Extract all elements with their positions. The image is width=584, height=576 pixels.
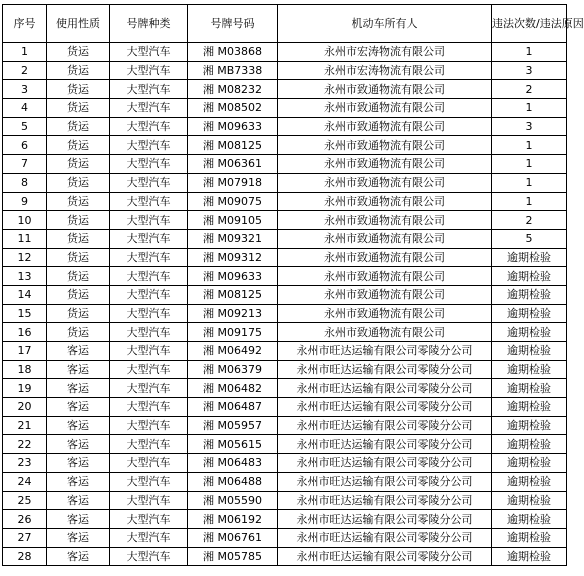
cell-usage: 客运 bbox=[47, 398, 110, 417]
cell-owner: 永州市致通物流有限公司 bbox=[278, 173, 492, 192]
cell-owner: 永州市旺达运输有限公司零陵分公司 bbox=[278, 435, 492, 454]
cell-owner: 永州市致通物流有限公司 bbox=[278, 155, 492, 174]
cell-seq: 12 bbox=[3, 248, 47, 267]
table-row bbox=[3, 285, 567, 304]
header-row bbox=[3, 5, 567, 43]
table-row bbox=[3, 229, 567, 248]
cell-violation: 1 bbox=[492, 173, 567, 192]
cell-violation: 2 bbox=[492, 211, 567, 230]
table-row bbox=[3, 398, 567, 417]
cell-violation: 逾期检验 bbox=[492, 472, 567, 491]
cell-plate-number: 湘 M09213 bbox=[188, 304, 278, 323]
cell-seq: 15 bbox=[3, 304, 47, 323]
cell-usage: 客运 bbox=[47, 416, 110, 435]
cell-owner: 永州市旺达运输有限公司零陵分公司 bbox=[278, 342, 492, 361]
table-row bbox=[3, 136, 567, 155]
header-owner: 机动车所有人 bbox=[278, 5, 492, 43]
cell-plate-number: 湘 M03868 bbox=[188, 43, 278, 62]
header-usage: 使用性质 bbox=[47, 5, 110, 43]
cell-owner: 永州市致通物流有限公司 bbox=[278, 80, 492, 99]
cell-plate-number: 湘 M06482 bbox=[188, 379, 278, 398]
table-row bbox=[3, 454, 567, 473]
cell-plate-type: 大型汽车 bbox=[110, 173, 188, 192]
cell-usage: 客运 bbox=[47, 528, 110, 547]
cell-plate-number: 湘 M06483 bbox=[188, 454, 278, 473]
table-row bbox=[3, 267, 567, 286]
cell-plate-number: 湘 M05615 bbox=[188, 435, 278, 454]
cell-usage: 货运 bbox=[47, 211, 110, 230]
cell-plate-type: 大型汽车 bbox=[110, 360, 188, 379]
cell-usage: 货运 bbox=[47, 248, 110, 267]
cell-owner: 永州市致通物流有限公司 bbox=[278, 117, 492, 136]
table-row bbox=[3, 61, 567, 80]
cell-plate-number: 湘 M09175 bbox=[188, 323, 278, 342]
cell-plate-number: 湘 M06192 bbox=[188, 510, 278, 529]
cell-plate-type: 大型汽车 bbox=[110, 229, 188, 248]
cell-plate-number: 湘 M08125 bbox=[188, 136, 278, 155]
cell-owner: 永州市致通物流有限公司 bbox=[278, 136, 492, 155]
cell-violation: 逾期检验 bbox=[492, 379, 567, 398]
cell-owner: 永州市旺达运输有限公司零陵分公司 bbox=[278, 379, 492, 398]
cell-plate-type: 大型汽车 bbox=[110, 248, 188, 267]
cell-seq: 5 bbox=[3, 117, 47, 136]
cell-owner: 永州市致通物流有限公司 bbox=[278, 323, 492, 342]
cell-violation: 逾期检验 bbox=[492, 491, 567, 510]
cell-usage: 客运 bbox=[47, 491, 110, 510]
cell-owner: 永州市旺达运输有限公司零陵分公司 bbox=[278, 398, 492, 417]
cell-seq: 20 bbox=[3, 398, 47, 417]
cell-violation: 1 bbox=[492, 136, 567, 155]
cell-plate-type: 大型汽车 bbox=[110, 491, 188, 510]
cell-owner: 永州市旺达运输有限公司零陵分公司 bbox=[278, 491, 492, 510]
cell-seq: 9 bbox=[3, 192, 47, 211]
cell-violation: 逾期检验 bbox=[492, 454, 567, 473]
header-seq: 序号 bbox=[3, 5, 47, 43]
cell-usage: 客运 bbox=[47, 510, 110, 529]
vehicle-violation-table bbox=[2, 4, 584, 566]
table-row bbox=[3, 304, 567, 323]
cell-violation: 逾期检验 bbox=[492, 510, 567, 529]
cell-usage: 货运 bbox=[47, 229, 110, 248]
cell-usage: 货运 bbox=[47, 173, 110, 192]
cell-violation: 逾期检验 bbox=[492, 528, 567, 547]
table-row bbox=[3, 528, 567, 547]
cell-plate-number: 湘 MB7338 bbox=[188, 61, 278, 80]
table-row bbox=[3, 547, 567, 566]
cell-usage: 货运 bbox=[47, 267, 110, 286]
cell-seq: 13 bbox=[3, 267, 47, 286]
cell-usage: 货运 bbox=[47, 285, 110, 304]
cell-plate-type: 大型汽车 bbox=[110, 80, 188, 99]
table-row bbox=[3, 491, 567, 510]
cell-seq: 4 bbox=[3, 99, 47, 118]
cell-plate-type: 大型汽车 bbox=[110, 435, 188, 454]
cell-violation: 3 bbox=[492, 61, 567, 80]
cell-violation: 逾期检验 bbox=[492, 360, 567, 379]
cell-violation: 逾期检验 bbox=[492, 342, 567, 361]
cell-seq: 11 bbox=[3, 229, 47, 248]
cell-owner: 永州市旺达运输有限公司零陵分公司 bbox=[278, 510, 492, 529]
table-row bbox=[3, 80, 567, 99]
cell-plate-number: 湘 M07918 bbox=[188, 173, 278, 192]
cell-owner: 永州市旺达运输有限公司零陵分公司 bbox=[278, 416, 492, 435]
cell-plate-type: 大型汽车 bbox=[110, 99, 188, 118]
cell-owner: 永州市致通物流有限公司 bbox=[278, 285, 492, 304]
table-row bbox=[3, 248, 567, 267]
cell-seq: 6 bbox=[3, 136, 47, 155]
cell-violation: 逾期检验 bbox=[492, 323, 567, 342]
table-row bbox=[3, 155, 567, 174]
cell-owner: 永州市致通物流有限公司 bbox=[278, 192, 492, 211]
cell-plate-type: 大型汽车 bbox=[110, 342, 188, 361]
cell-usage: 客运 bbox=[47, 472, 110, 491]
table-row bbox=[3, 416, 567, 435]
cell-owner: 永州市致通物流有限公司 bbox=[278, 211, 492, 230]
cell-plate-type: 大型汽车 bbox=[110, 416, 188, 435]
table-row bbox=[3, 117, 567, 136]
cell-plate-number: 湘 M09075 bbox=[188, 192, 278, 211]
table-row bbox=[3, 192, 567, 211]
cell-violation: 逾期检验 bbox=[492, 547, 567, 566]
cell-plate-number: 湘 M09312 bbox=[188, 248, 278, 267]
table-row bbox=[3, 435, 567, 454]
cell-plate-number: 湘 M05785 bbox=[188, 547, 278, 566]
cell-owner: 永州市旺达运输有限公司零陵分公司 bbox=[278, 528, 492, 547]
cell-usage: 货运 bbox=[47, 80, 110, 99]
cell-plate-number: 湘 M08232 bbox=[188, 80, 278, 99]
table-row bbox=[3, 211, 567, 230]
cell-seq: 27 bbox=[3, 528, 47, 547]
cell-plate-type: 大型汽车 bbox=[110, 43, 188, 62]
cell-plate-type: 大型汽车 bbox=[110, 211, 188, 230]
cell-owner: 永州市致通物流有限公司 bbox=[278, 99, 492, 118]
cell-seq: 18 bbox=[3, 360, 47, 379]
cell-seq: 17 bbox=[3, 342, 47, 361]
cell-violation: 1 bbox=[492, 155, 567, 174]
cell-seq: 7 bbox=[3, 155, 47, 174]
cell-plate-number: 湘 M06488 bbox=[188, 472, 278, 491]
cell-plate-number: 湘 M06487 bbox=[188, 398, 278, 417]
cell-plate-number: 湘 M06379 bbox=[188, 360, 278, 379]
cell-seq: 23 bbox=[3, 454, 47, 473]
cell-plate-number: 湘 M09105 bbox=[188, 211, 278, 230]
cell-usage: 客运 bbox=[47, 360, 110, 379]
cell-plate-type: 大型汽车 bbox=[110, 136, 188, 155]
cell-seq: 10 bbox=[3, 211, 47, 230]
header-plate-type: 号牌种类 bbox=[110, 5, 188, 43]
cell-seq: 25 bbox=[3, 491, 47, 510]
cell-owner: 永州市致通物流有限公司 bbox=[278, 267, 492, 286]
table-row bbox=[3, 472, 567, 491]
cell-violation: 逾期检验 bbox=[492, 248, 567, 267]
cell-seq: 2 bbox=[3, 61, 47, 80]
cell-violation: 逾期检验 bbox=[492, 267, 567, 286]
cell-plate-number: 湘 M05957 bbox=[188, 416, 278, 435]
cell-owner: 永州市宏涛物流有限公司 bbox=[278, 61, 492, 80]
cell-plate-type: 大型汽车 bbox=[110, 285, 188, 304]
table-row bbox=[3, 323, 567, 342]
cell-plate-type: 大型汽车 bbox=[110, 61, 188, 80]
cell-owner: 永州市致通物流有限公司 bbox=[278, 304, 492, 323]
cell-usage: 货运 bbox=[47, 323, 110, 342]
cell-plate-type: 大型汽车 bbox=[110, 323, 188, 342]
cell-plate-type: 大型汽车 bbox=[110, 510, 188, 529]
cell-violation: 1 bbox=[492, 43, 567, 62]
cell-owner: 永州市旺达运输有限公司零陵分公司 bbox=[278, 454, 492, 473]
cell-plate-type: 大型汽车 bbox=[110, 117, 188, 136]
cell-violation: 逾期检验 bbox=[492, 416, 567, 435]
cell-seq: 16 bbox=[3, 323, 47, 342]
header-violation: 违法次数/违法原因 bbox=[492, 5, 567, 43]
cell-usage: 客运 bbox=[47, 547, 110, 566]
table-row bbox=[3, 379, 567, 398]
cell-plate-type: 大型汽车 bbox=[110, 454, 188, 473]
cell-violation: 逾期检验 bbox=[492, 435, 567, 454]
table-row bbox=[3, 43, 567, 62]
cell-seq: 19 bbox=[3, 379, 47, 398]
cell-owner: 永州市旺达运输有限公司零陵分公司 bbox=[278, 547, 492, 566]
cell-plate-number: 湘 M06492 bbox=[188, 342, 278, 361]
cell-usage: 货运 bbox=[47, 136, 110, 155]
cell-owner: 永州市致通物流有限公司 bbox=[278, 248, 492, 267]
cell-usage: 客运 bbox=[47, 379, 110, 398]
cell-plate-type: 大型汽车 bbox=[110, 267, 188, 286]
cell-plate-number: 湘 M09321 bbox=[188, 229, 278, 248]
cell-seq: 1 bbox=[3, 43, 47, 62]
cell-usage: 货运 bbox=[47, 117, 110, 136]
cell-seq: 3 bbox=[3, 80, 47, 99]
cell-plate-number: 湘 M08502 bbox=[188, 99, 278, 118]
cell-usage: 客运 bbox=[47, 342, 110, 361]
cell-plate-number: 湘 M06361 bbox=[188, 155, 278, 174]
cell-seq: 28 bbox=[3, 547, 47, 566]
cell-violation: 逾期检验 bbox=[492, 398, 567, 417]
cell-seq: 8 bbox=[3, 173, 47, 192]
cell-plate-type: 大型汽车 bbox=[110, 528, 188, 547]
cell-owner: 永州市致通物流有限公司 bbox=[278, 229, 492, 248]
header-plate-number: 号牌号码 bbox=[188, 5, 278, 43]
cell-usage: 货运 bbox=[47, 99, 110, 118]
cell-plate-type: 大型汽车 bbox=[110, 192, 188, 211]
cell-plate-type: 大型汽车 bbox=[110, 304, 188, 323]
cell-usage: 货运 bbox=[47, 155, 110, 174]
cell-plate-number: 湘 M08125 bbox=[188, 285, 278, 304]
table-row bbox=[3, 99, 567, 118]
cell-usage: 货运 bbox=[47, 192, 110, 211]
cell-violation: 2 bbox=[492, 80, 567, 99]
cell-usage: 客运 bbox=[47, 435, 110, 454]
cell-owner: 永州市宏涛物流有限公司 bbox=[278, 43, 492, 62]
cell-plate-type: 大型汽车 bbox=[110, 472, 188, 491]
cell-seq: 24 bbox=[3, 472, 47, 491]
cell-plate-type: 大型汽车 bbox=[110, 155, 188, 174]
cell-usage: 货运 bbox=[47, 61, 110, 80]
cell-usage: 客运 bbox=[47, 454, 110, 473]
cell-plate-type: 大型汽车 bbox=[110, 547, 188, 566]
cell-seq: 14 bbox=[3, 285, 47, 304]
table-row bbox=[3, 173, 567, 192]
table-row bbox=[3, 342, 567, 361]
cell-violation: 逾期检验 bbox=[492, 304, 567, 323]
cell-seq: 22 bbox=[3, 435, 47, 454]
cell-plate-number: 湘 M06761 bbox=[188, 528, 278, 547]
cell-owner: 永州市旺达运输有限公司零陵分公司 bbox=[278, 360, 492, 379]
cell-violation: 1 bbox=[492, 192, 567, 211]
cell-plate-number: 湘 M05590 bbox=[188, 491, 278, 510]
cell-plate-number: 湘 M09633 bbox=[188, 267, 278, 286]
cell-plate-type: 大型汽车 bbox=[110, 379, 188, 398]
table-row bbox=[3, 360, 567, 379]
cell-violation: 1 bbox=[492, 99, 567, 118]
cell-seq: 21 bbox=[3, 416, 47, 435]
cell-violation: 5 bbox=[492, 229, 567, 248]
cell-owner: 永州市旺达运输有限公司零陵分公司 bbox=[278, 472, 492, 491]
cell-seq: 26 bbox=[3, 510, 47, 529]
cell-usage: 货运 bbox=[47, 43, 110, 62]
cell-violation: 3 bbox=[492, 117, 567, 136]
cell-plate-number: 湘 M09633 bbox=[188, 117, 278, 136]
cell-usage: 货运 bbox=[47, 304, 110, 323]
cell-plate-type: 大型汽车 bbox=[110, 398, 188, 417]
cell-violation: 逾期检验 bbox=[492, 285, 567, 304]
table-row bbox=[3, 510, 567, 529]
